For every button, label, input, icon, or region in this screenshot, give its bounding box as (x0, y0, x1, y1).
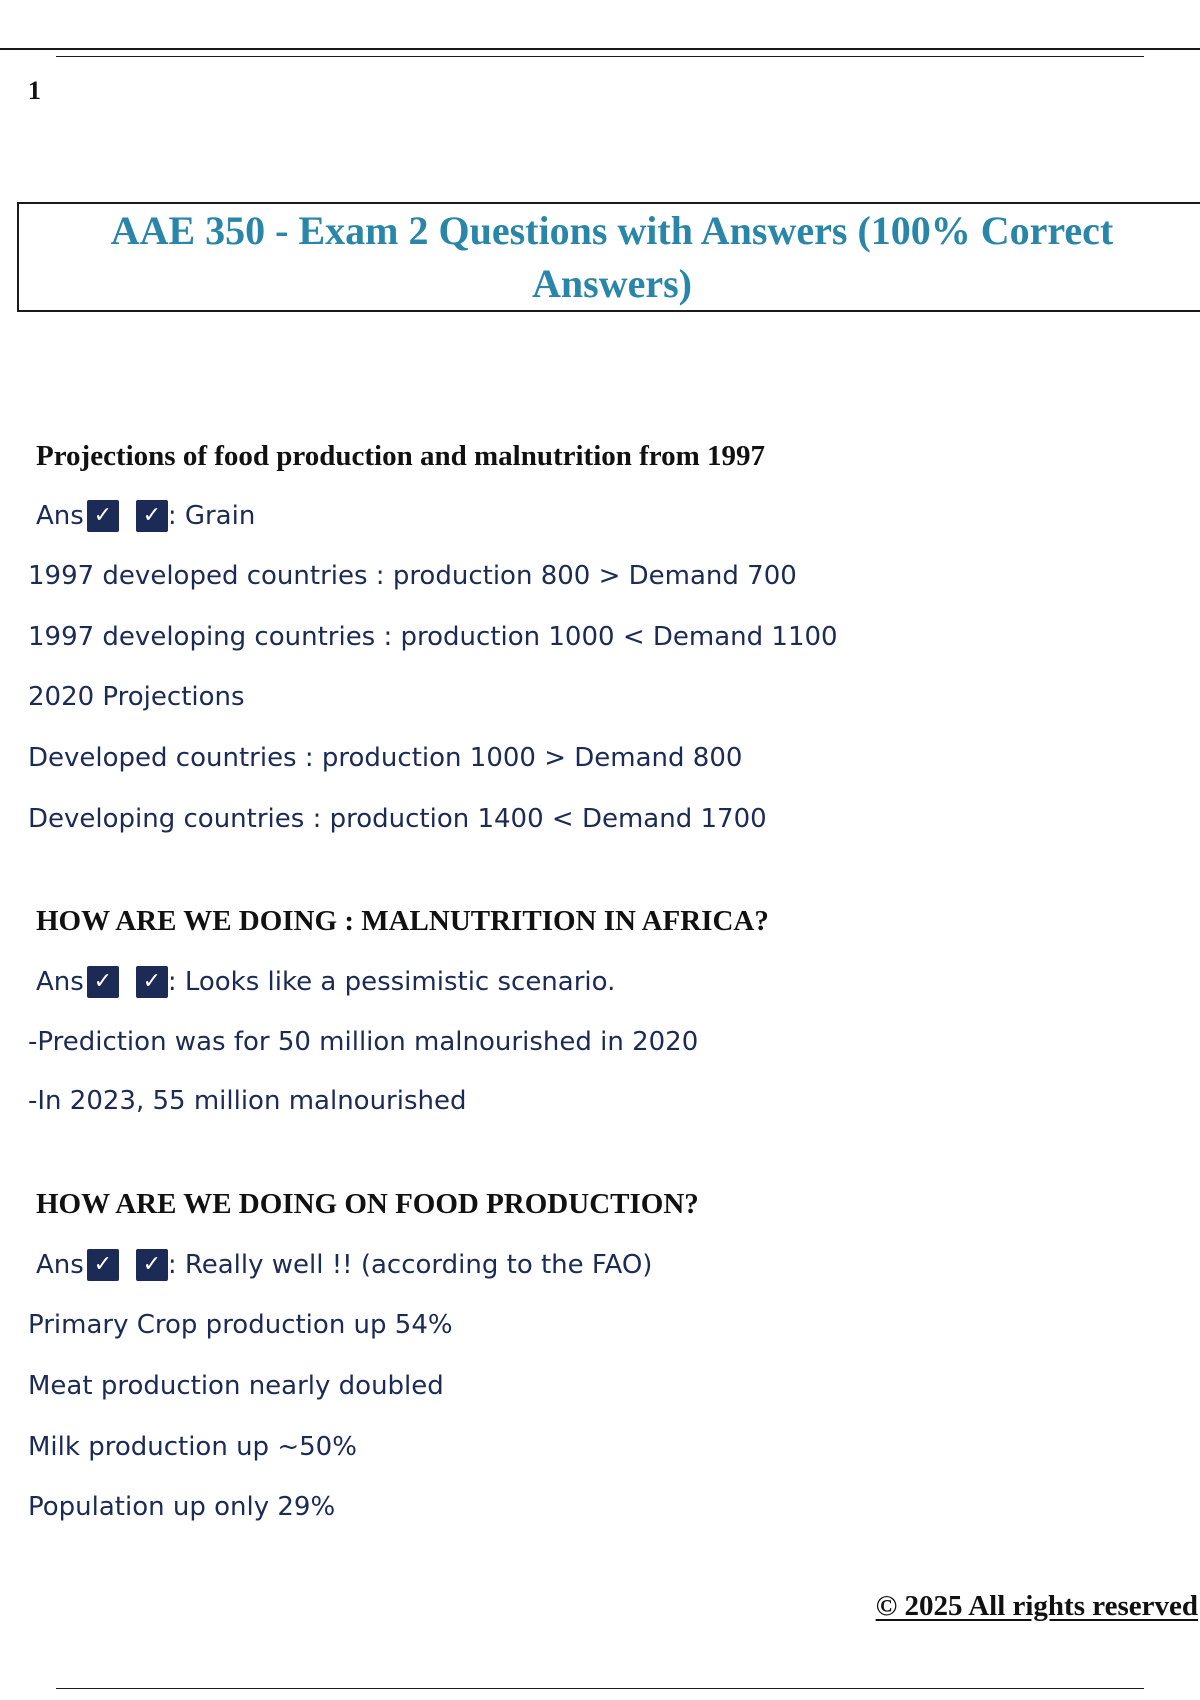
copyright-notice: © 2025 All rights reserved (875, 1590, 1198, 1622)
question-heading: Projections of food production and malnutrition from 1997 (36, 440, 766, 472)
check-box-icon: ✓ (87, 1249, 119, 1281)
answer-detail-line: 1997 developed countries : production 800 > Demand 700 (28, 561, 797, 591)
answer-text: : Grain (167, 501, 256, 531)
top-rule-thick (0, 48, 1200, 50)
answer-text: : Looks like a pessimistic scenario. (167, 967, 616, 997)
answer-prefix: Ans (36, 967, 84, 997)
answer-detail-line: Population up only 29% (28, 1492, 336, 1522)
check-box-icon: ✓ (136, 500, 168, 532)
question-heading: HOW ARE WE DOING ON FOOD PRODUCTION? (36, 1188, 699, 1220)
page-number: 1 (28, 76, 41, 105)
answer-detail-line: Milk production up ~50% (28, 1432, 357, 1462)
check-box-icon: ✓ (136, 966, 168, 998)
answer-detail-line: -Prediction was for 50 million malnourished in 2020 (28, 1027, 699, 1057)
answer-detail-line: Developed countries : production 1000 > Demand 800 (28, 743, 743, 773)
bottom-rule (56, 1688, 1144, 1689)
answer-line (36, 500, 255, 532)
top-rule-thin (56, 56, 1144, 57)
title-box (17, 202, 1200, 312)
document-title: AAE 350 - Exam 2 Questions with Answers (100% Correct Answers) (110, 208, 1114, 306)
check-box-icon: ✓ (87, 500, 119, 532)
answer-prefix: Ans (36, 501, 84, 531)
check-box-icon: ✓ (87, 966, 119, 998)
answer-text: : Really well !! (according to the FAO) (167, 1250, 653, 1280)
answer-detail-line: 1997 developing countries : production 1000 < Demand 1100 (28, 622, 838, 652)
answer-line (36, 1249, 652, 1281)
question-heading: HOW ARE WE DOING : MALNUTRITION IN AFRICA? (36, 905, 769, 937)
answer-line (36, 966, 615, 998)
check-box-icon: ✓ (136, 1249, 168, 1281)
answer-detail-line: -In 2023, 55 million malnourished (28, 1086, 467, 1116)
answer-detail-line: 2020 Projections (28, 682, 245, 712)
answer-prefix: Ans (36, 1250, 84, 1280)
answer-detail-line: Primary Crop production up 54% (28, 1310, 453, 1340)
answer-detail-line: Meat production nearly doubled (28, 1371, 444, 1401)
answer-detail-line: Developing countries : production 1400 < Demand 1700 (28, 804, 767, 834)
